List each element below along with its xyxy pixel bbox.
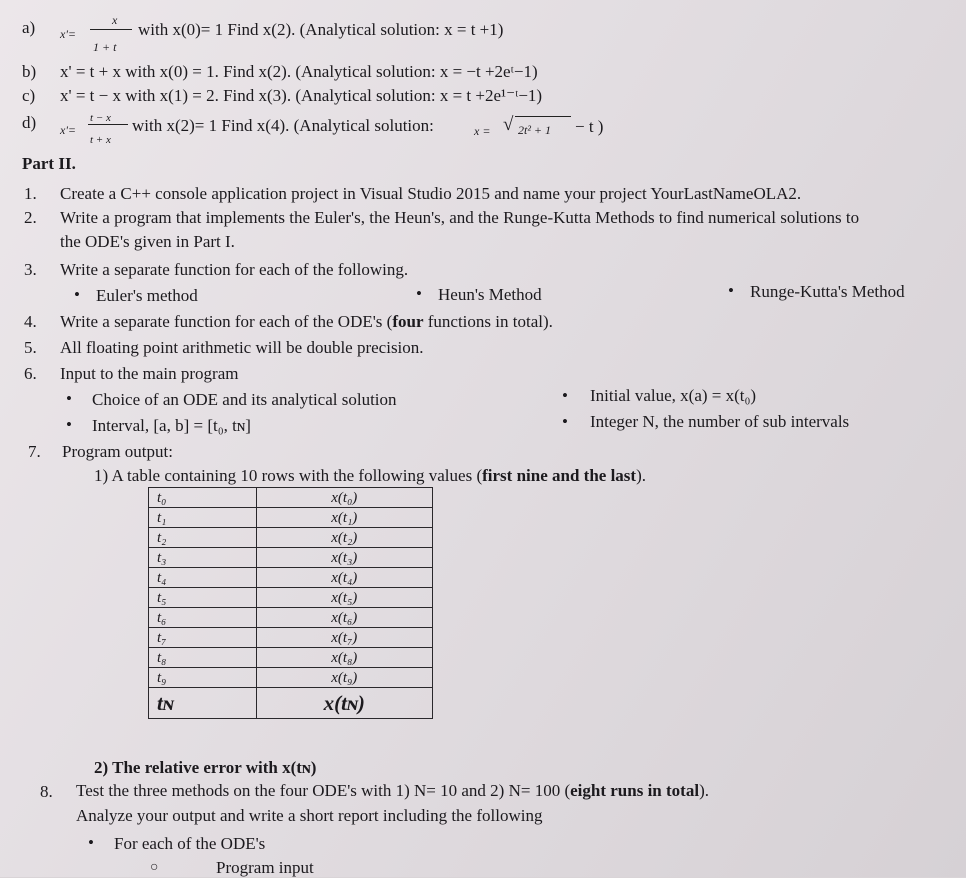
- part2-heading: Part II.: [22, 154, 76, 173]
- input-initial-value: Initial value, x(a) = x(t₀): [590, 386, 757, 405]
- report-sub-item: Program input: [216, 858, 314, 877]
- item1-text: Create a C++ console application project in Visual Studio 2015 and name your project YourLastNameOLA2.: [60, 184, 802, 203]
- item4-text: Write a separate function for each of the ODE's (four functions in total).: [60, 312, 553, 331]
- table-cell-t: t₈: [149, 648, 257, 668]
- table-cell-t: t₄: [149, 568, 257, 588]
- table-row: [149, 548, 433, 568]
- table-cell-t: t₅: [149, 588, 257, 608]
- item-a-numerator: x: [112, 13, 118, 27]
- table-cell-t: t₃: [149, 548, 257, 568]
- item-d-solution-lhs: x =: [474, 124, 491, 138]
- item8-text-line2: Analyze your output and write a short report including the following: [76, 806, 543, 825]
- table-cell-x: x(t₇): [256, 628, 432, 648]
- input-choice: Choice of an ODE and its analytical solution: [92, 390, 397, 409]
- table-cell-x: x(t₂): [256, 528, 432, 548]
- item1-number: 1.: [24, 184, 37, 203]
- table-row: [149, 688, 433, 719]
- item-b-label: b): [22, 62, 37, 81]
- item-d-label: d): [22, 113, 37, 132]
- bullet-icon: •: [728, 281, 734, 300]
- method-euler: Euler's method: [96, 286, 198, 305]
- item-d-text: with x(2)= 1 Find x(4). (Analytical solution:: [132, 116, 434, 135]
- item6-number: 6.: [24, 364, 37, 383]
- bullet-icon: •: [74, 285, 80, 304]
- item8-text: Test the three methods on the four ODE's with 1) N= 10 and 2) N= 100 (eight runs in total).: [76, 781, 709, 800]
- item-b-text: x' = t + x with x(0) = 1. Find x(2). (Analytical solution: x = −t +2eᵗ−1): [60, 62, 538, 81]
- item7-text: Program output:: [62, 442, 173, 461]
- item-d-fraction-bar: [88, 124, 128, 125]
- item-a-fraction-bar: [90, 29, 132, 30]
- item2-number: 2.: [24, 208, 37, 227]
- item3-number: 3.: [24, 260, 37, 279]
- table-cell-x: x(t₉): [256, 668, 432, 688]
- method-heun: Heun's Method: [438, 285, 542, 304]
- table-cell-x: x(t₆): [256, 608, 432, 628]
- bullet-icon: •: [66, 389, 72, 408]
- item-c-text: x' = t − x with x(1) = 2. Find x(3). (Analytical solution: x = t +2e¹⁻ᵗ−1): [60, 86, 543, 105]
- table-row: [149, 648, 433, 668]
- table-cell-x: x(t₀): [256, 488, 432, 508]
- item-d-denominator: t + x: [90, 134, 111, 146]
- table-cell-t: t₂: [149, 528, 257, 548]
- item6-text: Input to the main program: [60, 364, 239, 383]
- item-d-numerator: t − x: [90, 112, 111, 124]
- table-cell-t: t₇: [149, 628, 257, 648]
- table-cell-x: x(t₁): [256, 508, 432, 528]
- sqrt-icon: √: [503, 114, 514, 135]
- table-cell-t: tɴ: [149, 688, 257, 719]
- table-cell-x: x(tɴ): [256, 688, 432, 719]
- sqrt-bar: [515, 116, 571, 117]
- table-row: [149, 588, 433, 608]
- method-runge-kutta: Runge-Kutta's Method: [750, 282, 905, 301]
- report-bullet-text: For each of the ODE's: [114, 834, 266, 853]
- hollow-bullet-icon: ○: [150, 860, 159, 875]
- table-row: [149, 528, 433, 548]
- item-d-solution-radicand: 2t² + 1: [518, 123, 552, 137]
- item-c-label: c): [22, 86, 36, 105]
- item2-text-line2: the ODE's given in Part I.: [60, 232, 235, 251]
- table-row: [149, 628, 433, 648]
- table-cell-t: t₉: [149, 668, 257, 688]
- item-a-lhs: x'=: [60, 27, 76, 41]
- output-table: [148, 487, 433, 719]
- item2-text: Write a program that implements the Euler's, the Heun's, and the Runge-Kutta Methods to find numerical solutions to: [60, 208, 860, 227]
- input-interval: Interval, [a, b] = [t₀, tɴ]: [92, 416, 251, 435]
- bullet-icon: •: [66, 415, 72, 434]
- table-cell-t: t₁: [149, 508, 257, 528]
- table-cell-t: t₀: [149, 488, 257, 508]
- table-row: [149, 488, 433, 508]
- item5-text: All floating point arithmetic will be double precision.: [60, 338, 424, 357]
- table-cell-x: x(t₃): [256, 548, 432, 568]
- bullet-icon: •: [416, 284, 422, 303]
- bullet-icon: •: [562, 386, 568, 405]
- output-1-text: 1) A table containing 10 rows with the following values (first nine and the last).: [94, 466, 646, 485]
- table-cell-x: x(t₄): [256, 568, 432, 588]
- item3-text: Write a separate function for each of the following.: [60, 260, 409, 279]
- item-a-denominator: 1 + t: [93, 40, 117, 54]
- input-integer-n: Integer N, the number of sub intervals: [590, 412, 850, 431]
- table-row: [149, 608, 433, 628]
- table-cell-x: x(t₈): [256, 648, 432, 668]
- bullet-icon: •: [562, 412, 568, 431]
- table-row: [149, 568, 433, 588]
- table-cell-t: t₆: [149, 608, 257, 628]
- item-d-lhs: x'=: [60, 123, 76, 137]
- item7-number: 7.: [28, 442, 41, 461]
- table-row: [149, 668, 433, 688]
- item-d-solution-tail: − t ): [575, 117, 604, 136]
- item-a-label: a): [22, 18, 36, 37]
- table-cell-x: x(t₅): [256, 588, 432, 608]
- table-row: [149, 508, 433, 528]
- item8-number: 8.: [40, 782, 53, 801]
- item5-number: 5.: [24, 338, 37, 357]
- item-a-text: with x(0)= 1 Find x(2). (Analytical solution: x = t +1): [138, 20, 504, 39]
- output-2-text: 2) The relative error with x(tɴ): [94, 758, 317, 777]
- bullet-icon: •: [88, 833, 94, 852]
- item4-number: 4.: [24, 312, 37, 331]
